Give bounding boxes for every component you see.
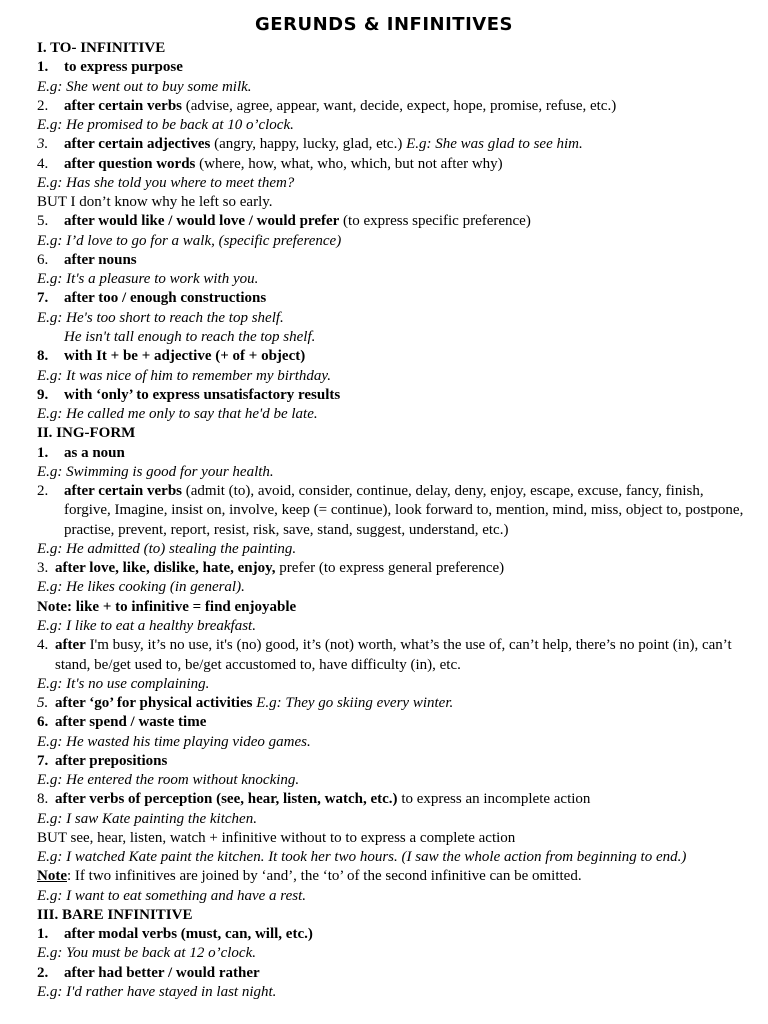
text-run: He isn't tall enough to reach the top shelf.: [64, 328, 316, 345]
text-line: [37, 790, 749, 809]
text-line: [37, 617, 749, 636]
text-run: E.g: They go skiing every winter.: [256, 695, 454, 712]
text-line: [37, 598, 749, 617]
text-line: [37, 771, 749, 790]
text-line: [37, 848, 749, 867]
text-line: [37, 944, 749, 963]
text-run: with ‘only’ to express unsatisfactory results: [64, 386, 341, 403]
text-run: E.g: Has she told you where to meet them?: [37, 174, 295, 191]
text-run: after too / enough constructions: [64, 290, 267, 307]
list-number: 1.: [37, 59, 49, 76]
text-run: BUT I don’t know why he left so early.: [37, 194, 273, 211]
text-run: to express an incomplete action: [397, 791, 591, 808]
page-title: GERUNDS & INFINITIVES: [255, 14, 513, 35]
text-line: [37, 694, 749, 713]
text-line: [37, 405, 749, 424]
text-run: E.g: I saw Kate painting the kitchen.: [37, 810, 257, 827]
text-run: with It + be + adjective (+ of + object): [64, 348, 306, 365]
text-run: (admit (to), avoid, consider, continue, delay, deny, enjoy, escape, excuse, fancy, finish, forgive, Imagine, insist on, involve, keep (= continue), look forward to, mention, mind, miss, object to, postpone, practise, prevent, report, resist, risk, save, stand, suggest, understand, etc.): [64, 483, 744, 538]
list-number: 1.: [37, 444, 49, 461]
text-run: Note: [37, 868, 67, 885]
text-run: to express purpose: [64, 59, 183, 76]
text-line: [37, 78, 749, 97]
text-run: after: [55, 637, 86, 654]
text-run: E.g: I’d love to go for a walk, (specific preference): [37, 232, 342, 249]
text-run: after spend / waste time: [55, 714, 207, 731]
text-line: [37, 733, 749, 752]
list-number: 6.: [37, 251, 49, 268]
text-line: [37, 887, 749, 906]
list-number: 2.: [37, 483, 49, 500]
text-line: [37, 135, 749, 154]
text-line: [37, 559, 749, 578]
text-line: [37, 58, 749, 77]
text-run: after prepositions: [55, 752, 168, 769]
list-number: 8.: [37, 791, 49, 808]
text-run: E.g: He called me only to say that he'd be late.: [37, 406, 318, 423]
text-run: after love, like, dislike, hate, enjoy,: [55, 560, 276, 577]
list-number: 7.: [37, 752, 49, 769]
list-number: 3.: [37, 136, 49, 153]
text-run: E.g: Swimming is good for your health.: [37, 463, 274, 480]
text-run: (advise, agree, appear, want, decide, expect, hope, promise, refuse, etc.): [182, 97, 617, 114]
text-line: [37, 309, 749, 328]
text-line: [37, 713, 749, 732]
text-run: E.g: He's too short to reach the top shelf.: [37, 309, 284, 326]
list-number: 6.: [37, 714, 49, 731]
list-number: 1.: [37, 926, 49, 943]
text-run: after ‘go’ for physical activities: [55, 695, 253, 712]
list-number: 2.: [37, 97, 49, 114]
text-run: E.g: I want to eat something and have a rest.: [37, 887, 306, 904]
text-line: [37, 463, 749, 482]
text-run: after nouns: [64, 251, 137, 268]
text-run: (to express specific preference): [339, 213, 531, 230]
text-run: BUT see, hear, listen, watch + infinitive without to to express a complete action: [37, 829, 516, 846]
document-body: [37, 39, 749, 1002]
text-line: [37, 444, 749, 463]
text-run: E.g: It's no use complaining.: [37, 675, 210, 692]
text-run: E.g: It was nice of him to remember my birthday.: [37, 367, 331, 384]
text-line: [37, 424, 749, 443]
text-line: [37, 925, 749, 944]
text-line: [37, 39, 749, 58]
text-line: [37, 328, 749, 347]
list-number: 9.: [37, 386, 49, 403]
text-line: [37, 174, 749, 193]
text-line: [37, 193, 749, 212]
text-line: [37, 270, 749, 289]
text-line: [37, 675, 749, 694]
list-number: 7.: [37, 290, 49, 307]
text-run: E.g: I watched Kate paint the kitchen. It took her two hours. (I saw the whole action from beginning to end.): [37, 849, 687, 866]
text-run: after modal verbs (must, can, will, etc.): [64, 926, 313, 943]
text-line: [37, 867, 749, 886]
text-line: [37, 232, 749, 251]
text-run: after verbs of perception (see, hear, listen, watch, etc.): [55, 791, 398, 808]
text-line: [37, 347, 749, 366]
list-number: 4.: [37, 155, 49, 172]
text-line: [37, 212, 749, 231]
text-run: III. BARE INFINITIVE: [37, 906, 193, 923]
text-line: [37, 289, 749, 308]
text-line: [37, 251, 749, 270]
list-number: 2.: [37, 964, 49, 981]
text-run: E.g: He entered the room without knocking.: [37, 772, 300, 789]
text-run: after would like / would love / would prefer: [64, 213, 340, 230]
text-run: as a noun: [64, 444, 125, 461]
text-run: E.g: He admitted (to) stealing the painting.: [37, 540, 297, 557]
list-number: 5.: [37, 213, 49, 230]
text-run: after certain verbs: [64, 97, 183, 114]
text-run: E.g: He wasted his time playing video games.: [37, 733, 311, 750]
text-line: [37, 636, 749, 675]
text-line: [37, 386, 749, 405]
text-line: [37, 97, 749, 116]
text-run: E.g: You must be back at 12 o’clock.: [37, 945, 256, 962]
list-number: 4.: [37, 637, 49, 654]
list-number: 5.: [37, 695, 49, 712]
text-run: (where, how, what, who, which, but not after why): [195, 155, 503, 172]
text-run: I. TO- INFINITIVE: [37, 40, 166, 56]
text-line: [37, 367, 749, 386]
text-run: (angry, happy, lucky, glad, etc.): [210, 136, 407, 153]
text-run: after had better / would rather: [64, 964, 260, 981]
text-run: E.g: It's a pleasure to work with you.: [37, 271, 259, 288]
list-number: 3.: [37, 560, 49, 577]
text-run: after certain adjectives: [64, 136, 211, 153]
text-line: [37, 829, 749, 848]
text-run: after question words: [64, 155, 196, 172]
text-run: E.g: She went out to buy some milk.: [37, 78, 252, 95]
text-line: [37, 155, 749, 174]
text-run: E.g: He promised to be back at 10 o’clock.: [37, 117, 294, 134]
text-line: [37, 810, 749, 829]
text-run: I'm busy, it’s no use, it's (no) good, it’s (not) worth, what’s the use of, can’t help, there’s no point (in), can’t stand, be/get used to, be/get accustomed to, have difficulty (in), etc.: [55, 637, 732, 673]
list-number: 8.: [37, 348, 49, 365]
text-run: E.g: She was glad to see him.: [406, 136, 583, 153]
text-run: E.g: I'd rather have stayed in last night.: [37, 984, 277, 1001]
text-run: E.g: He likes cooking (in general).: [37, 579, 245, 596]
text-line: [37, 906, 749, 925]
text-line: [37, 752, 749, 771]
text-run: after certain verbs: [64, 483, 183, 500]
text-line: [37, 116, 749, 135]
text-line: [37, 578, 749, 597]
text-line: [37, 540, 749, 559]
text-run: E.g: I like to eat a healthy breakfast.: [37, 617, 256, 634]
text-run: Note: like + to infinitive = find enjoyable: [37, 598, 297, 615]
text-run: prefer (to express general preference): [275, 560, 505, 577]
text-run: : If two infinitives are joined by ‘and’, the ‘to’ of the second infinitive can be omitted.: [67, 868, 582, 885]
text-line: [37, 964, 749, 983]
text-run: II. ING-FORM: [37, 425, 136, 442]
text-line: [37, 983, 749, 1002]
text-line: [37, 482, 749, 540]
